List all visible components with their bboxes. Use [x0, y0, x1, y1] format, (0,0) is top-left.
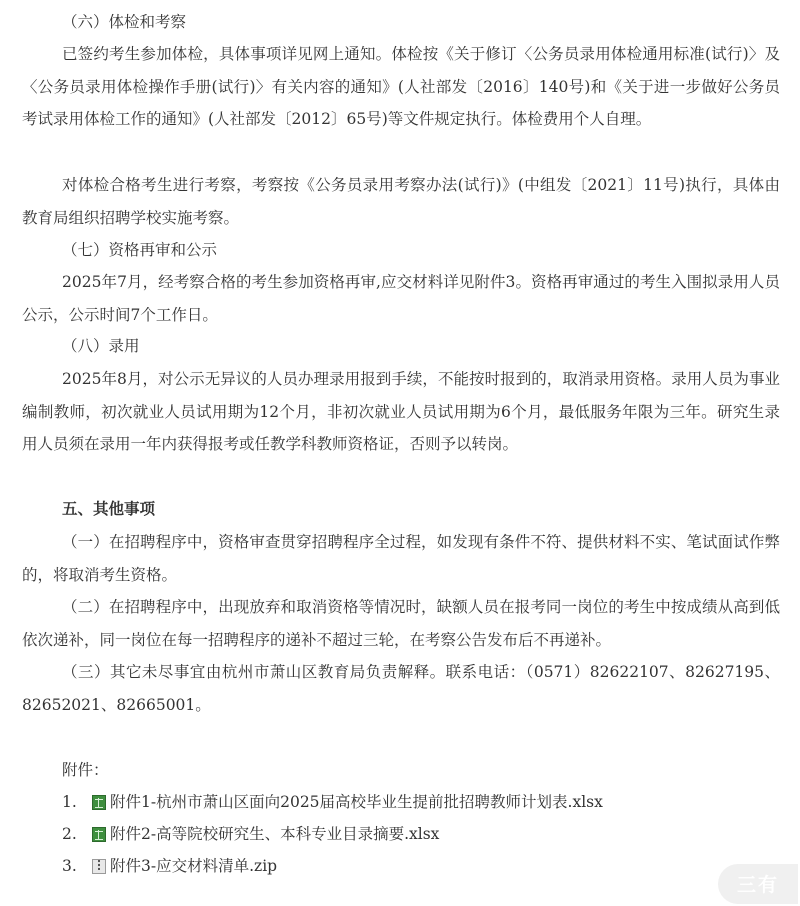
attachment-link-3[interactable]: 附件3-应交材料清单.zip	[110, 857, 278, 875]
section-6-paragraph-1: 已签约考生参加体检，具体事项详见网上通知。体检按《关于修订〈公务员录用体检通用标准(试行)〉及〈公务员录用体检操作手册(试行)〉有关内容的通知》(人社部发〔2016〕140号)和《关于进一步做好公务员考试录用体检工作的通知》(人社部发〔2012〕65号)等文件规定执行。体检费用个人自理。	[22, 45, 780, 129]
excel-file-icon	[92, 827, 106, 842]
attachment-link-2[interactable]: 附件2-高等院校研究生、本科专业目录摘要.xlsx	[110, 825, 440, 843]
zip-file-icon	[92, 859, 106, 874]
section-6-paragraph-2: 对体检合格考生进行考察，考察按《公务员录用考察办法(试行)》(中组发〔2021〕11号)执行，具体由教育局组织招聘学校实施考察。	[22, 176, 780, 227]
section-8-heading: （八）录用	[62, 337, 140, 355]
attachment-item-2	[62, 818, 439, 850]
attachment-link-1[interactable]: 附件1-杭州市萧山区面向2025届高校毕业生提前批招聘教师计划表.xlsx	[110, 793, 603, 811]
part-5-paragraph-3: （三）其它未尽事宜由杭州市萧山区教育局负责解释。联系电话：（0571）82622107、82627195、82652021、82665001。	[22, 663, 780, 714]
part-5-paragraph-1: （一）在招聘程序中，资格审查贯穿招聘程序全过程，如发现有条件不符、提供材料不实、笔试面试作弊的，将取消考生资格。	[22, 533, 780, 584]
attachment-number: 3.	[62, 857, 77, 875]
section-6-heading: （六）体检和考察	[62, 13, 187, 31]
section-7-paragraph-1: 2025年7月，经考察合格的考生参加资格再审,应交材料详见附件3。资格再审通过的考生入围拟录用人员公示，公示时间7个工作日。	[22, 273, 780, 324]
part-5-heading: 五、其他事项	[62, 499, 156, 518]
attachments-label: 附件：	[62, 761, 109, 779]
attachment-item-3	[62, 850, 277, 882]
watermark-logo: 三有	[718, 864, 798, 904]
excel-file-icon	[92, 795, 106, 810]
attachment-number: 2.	[62, 825, 77, 843]
attachment-item-1	[62, 786, 603, 818]
attachment-number: 1.	[62, 793, 77, 811]
part-5-paragraph-2: （二）在招聘程序中，出现放弃和取消资格等情况时，缺额人员在报考同一岗位的考生中按成绩从高到低依次递补，同一岗位在每一招聘程序的递补不超过三轮，在考察公告发布后不再递补。	[22, 598, 780, 649]
section-7-heading: （七）资格再审和公示	[62, 241, 218, 259]
section-8-paragraph-1: 2025年8月，对公示无异议的人员办理录用报到手续，不能按时报到的，取消录用资格。录用人员为事业编制教师，初次就业人员试用期为12个月，非初次就业人员试用期为6个月，最低服务年限为三年。研究生录用人员须在录用一年内获得报考或任教学科教师资格证，否则予以转岗。	[22, 370, 780, 454]
